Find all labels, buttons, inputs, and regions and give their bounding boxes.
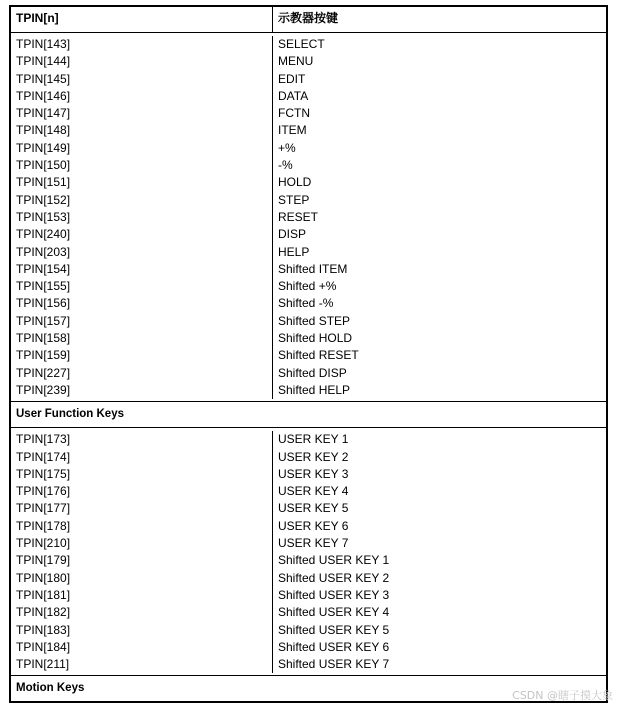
key-cell: Shifted USER KEY 3 [278, 587, 390, 602]
table-header-row [11, 7, 606, 33]
key-cell: DISP [278, 227, 307, 242]
table-block-keys [11, 33, 606, 402]
key-cell: USER KEY 4 [278, 484, 349, 499]
key-cell: Shifted -% [278, 296, 334, 311]
tpin-cell: TPIN[157] [16, 313, 71, 328]
tpin-cell: TPIN[145] [16, 71, 71, 86]
key-cell: Shifted USER KEY 2 [278, 570, 390, 585]
header-teach-pendant-key: 示教器按键 [278, 11, 339, 25]
tpin-cell: TPIN[149] [16, 140, 71, 155]
tpin-cell: TPIN[175] [16, 466, 71, 481]
key-cell: FCTN [278, 106, 310, 121]
key-cell: Shifted USER KEY 5 [278, 622, 390, 637]
section-motion-keys: Motion Keys [16, 682, 85, 695]
key-cell: USER KEY 5 [278, 501, 349, 516]
tpin-cell: TPIN[156] [16, 296, 71, 311]
key-cell: RESET [278, 209, 319, 224]
key-cell: USER KEY 1 [278, 432, 349, 447]
tpin-key-table [9, 5, 608, 703]
key-cell: +% [278, 140, 296, 155]
tpin-cell: TPIN[152] [16, 192, 71, 207]
tpin-cell: TPIN[177] [16, 501, 71, 516]
tpin-column [11, 431, 273, 673]
key-cell: Shifted +% [278, 279, 337, 294]
section-user-function-keys: User Function Keys [11, 402, 606, 428]
tpin-cell: TPIN[148] [16, 123, 71, 138]
key-cell: -% [278, 158, 293, 173]
header-tpin: TPIN[n] [11, 7, 273, 32]
tpin-cell: TPIN[154] [16, 261, 71, 276]
key-cell: ITEM [278, 123, 307, 138]
key-cell: USER KEY 3 [278, 466, 349, 481]
key-cell: Shifted ITEM [278, 261, 348, 276]
table-block-user-keys [11, 428, 606, 676]
key-cell: HOLD [278, 175, 312, 190]
tpin-cell: TPIN[147] [16, 106, 71, 121]
key-cell: USER KEY 2 [278, 449, 349, 464]
key-cell: Shifted USER KEY 4 [278, 605, 390, 620]
tpin-cell: TPIN[155] [16, 279, 71, 294]
tpin-cell: TPIN[143] [16, 37, 71, 51]
key-cell: USER KEY 6 [278, 518, 349, 533]
key-column [273, 431, 606, 673]
key-cell: Shifted USER KEY 7 [278, 657, 390, 672]
tpin-cell: TPIN[159] [16, 348, 71, 363]
tpin-cell: TPIN[151] [16, 175, 71, 190]
tpin-cell: TPIN[184] [16, 639, 71, 654]
tpin-cell: TPIN[227] [16, 365, 71, 380]
key-cell: Shifted STEP [278, 313, 351, 328]
tpin-cell: TPIN[150] [16, 158, 71, 173]
key-cell: Shifted DISP [278, 365, 347, 380]
tpin-cell: TPIN[146] [16, 88, 71, 103]
key-column [273, 36, 606, 399]
tpin-cell: TPIN[210] [16, 536, 71, 551]
tpin-cell: TPIN[173] [16, 432, 71, 447]
tpin-column [11, 36, 273, 399]
tpin-cell: TPIN[211] [16, 657, 70, 672]
tpin-cell: TPIN[178] [16, 518, 71, 533]
key-cell: Shifted RESET [278, 348, 359, 363]
tpin-cell: TPIN[174] [16, 449, 71, 464]
key-cell: Shifted USER KEY 1 [278, 553, 390, 568]
tpin-cell: TPIN[203] [16, 244, 71, 259]
key-cell: HELP [278, 244, 310, 259]
tpin-cell: TPIN[240] [16, 227, 71, 242]
tpin-cell: TPIN[183] [16, 622, 71, 637]
tpin-cell: TPIN[239] [16, 382, 71, 397]
tpin-cell: TPIN[179] [16, 553, 71, 568]
tpin-cell: TPIN[176] [16, 484, 71, 499]
key-cell: Shifted USER KEY 6 [278, 639, 390, 654]
key-cell: USER KEY 7 [278, 536, 349, 551]
key-cell: SELECT [278, 37, 325, 51]
watermark: CSDN @瞎子摸大象 [512, 689, 613, 702]
tpin-cell: TPIN[153] [16, 209, 71, 224]
key-cell: Shifted HELP [278, 382, 351, 397]
tpin-cell: TPIN[144] [16, 54, 71, 69]
key-cell: STEP [278, 192, 310, 207]
key-cell: DATA [278, 88, 309, 103]
key-cell: EDIT [278, 71, 306, 86]
tpin-cell: TPIN[182] [16, 605, 71, 620]
tpin-cell: TPIN[181] [16, 587, 71, 602]
tpin-cell: TPIN[158] [16, 331, 71, 346]
tpin-cell: TPIN[180] [16, 570, 71, 585]
key-cell: MENU [278, 54, 314, 69]
key-cell: Shifted HOLD [278, 331, 353, 346]
